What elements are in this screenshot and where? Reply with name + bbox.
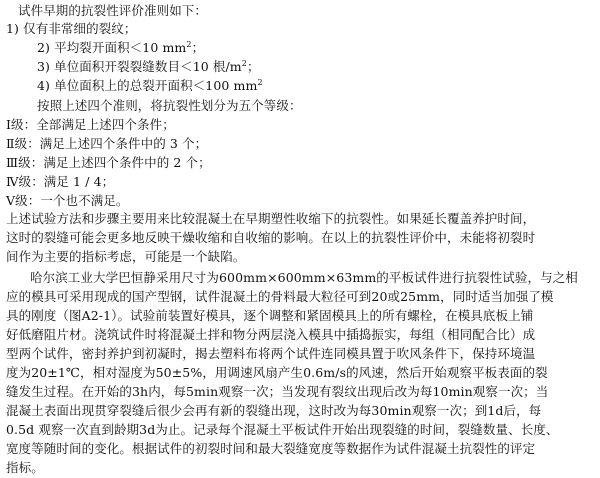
para1-line-3: 间作为主要的指标考虑，可能是一个缺陷。 [6, 249, 246, 264]
para2-line-2: 应的模具可采用现成的国产型钢，试件混凝土的骨料最大粒径可到20或25mm，同时适当加强了模 [6, 289, 554, 304]
para2-line-4: 好低磨阻片材。浇筑试件时将混凝土拌和物分两层浇入模具中插捣振实，每组（相同配合比）成 [6, 327, 536, 342]
criterion-3: 3) 单位面积开裂裂缝数目＜10 根$/m^2$； [37, 58, 260, 74]
criterion-2-sup: 2 [186, 39, 192, 49]
grade-5: Ⅴ级：一个也不满足。 [6, 193, 129, 208]
para2-line-10: 宽度等随时间的变化。根据试件的初裂时间和最大裂缝宽度等数据作为试件混凝土抗裂性的评定 [6, 441, 536, 456]
criterion-4 [37, 78, 263, 94]
para2-line-7: 缝发生过程。在开始的3h内，每5min观察一次；当发现有裂纹出现后改为每10min观察一次；当 [6, 384, 549, 399]
criterion-2: 2) 平均裂开面积＜10 $mm^2$； [37, 39, 205, 55]
criterion-2-text: 2) 平均裂开面积＜10 mm [37, 40, 187, 55]
intro-line: 试件早期的抗裂性评价准则如下： [18, 3, 208, 18]
para2-line-8: 混凝土表面出现贯穿裂缝后很少会再有新的裂缝出现，这时改为每30min观察一次；到1d后，每 [6, 403, 542, 418]
para2-line-6: 度为20±1℃，相对湿度为50±5%，用调速风扇产生0.6m/s的风速，然后开始观察平板表面的裂 [6, 365, 548, 380]
grade-intro: 按照上述四个准则，将抗裂性划分为五个等级： [37, 98, 302, 113]
grade-4: Ⅳ级：满足 1 / 4； [6, 174, 115, 189]
grade-2: Ⅱ级：满足上述四个条件中的 3 个； [6, 136, 208, 151]
criterion-4-text: 4) 单位面积上的总裂开面积＜100 mm [37, 78, 258, 93]
criterion-1: 1) 仅有非常细的裂纹； [6, 21, 137, 36]
grade-3: Ⅲ级：满足上述四个条件中的 2 个； [6, 155, 211, 170]
criterion-3-text: 3) 单位面积开裂裂缝数目＜10 根/m [37, 59, 242, 74]
para1-line-1: 上述试验方法和步骤主要用来比较混凝土在早期塑性收缩下的抗裂性。如果延长覆盖养护时间， [6, 211, 536, 226]
criterion-4-sup: 2 [257, 77, 263, 87]
criterion-3-sup: 2 [241, 58, 247, 68]
para2-line-3: 具的刚度（图A2-1）。试验前装置好模具，逐个调整和紧固模具上的所有螺栓，在模具底板上铺 [6, 308, 534, 323]
para2-line-11: 指标。 [6, 460, 44, 475]
para2-line-1: 哈尔滨工业大学巴恒静采用尺寸为600mm×600mm×63mm的平板试件进行抗裂性试验，与之相 [30, 270, 578, 285]
para1-line-2: 这时的裂缝可能会更多地反映干燥收缩和自收缩的影响。在以上的抗裂性评价中，未能将初裂时 [6, 230, 536, 245]
para2-line-5: 型两个试件，密封养护到初凝时，揭去塑料布将两个试件连同模具置于吹风条件下，保持环境温 [6, 346, 536, 361]
para2-line-9: 0.5d 观察一次直到龄期3d为止。记录每个混凝土平板试件开始出现裂缝的时间，裂缝数量、长度、 [6, 422, 559, 437]
grade-1: Ⅰ级：全部满足上述四个条件； [6, 117, 175, 132]
